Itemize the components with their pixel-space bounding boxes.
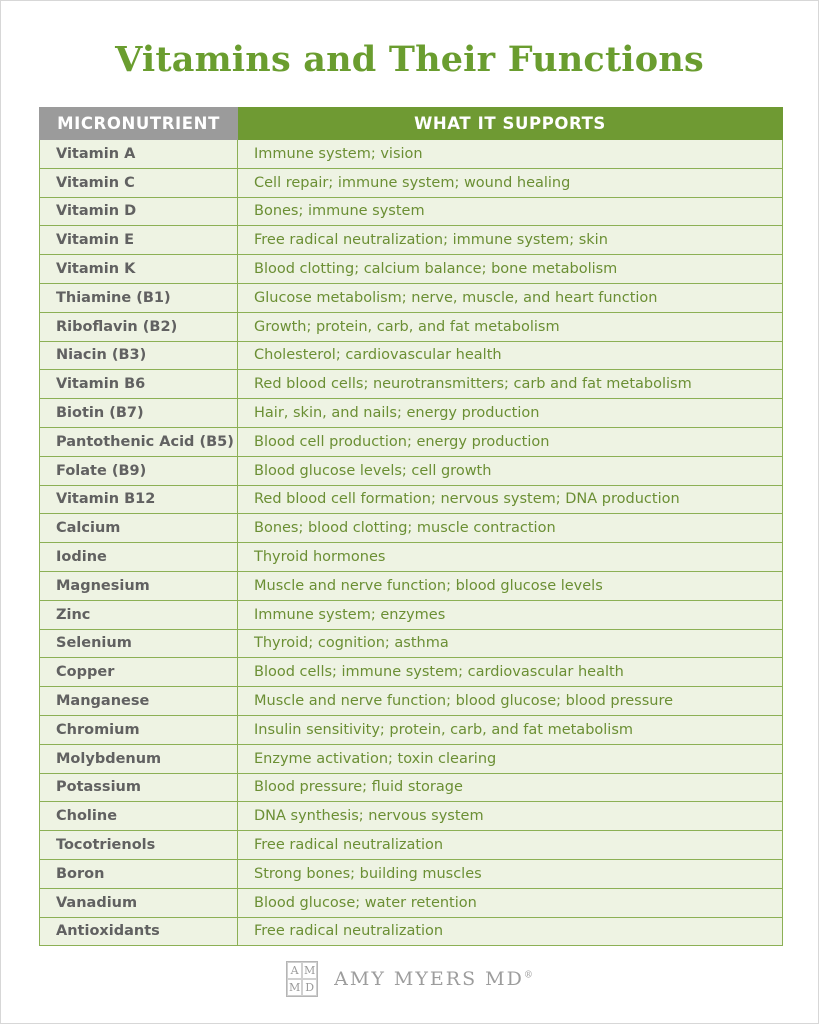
function-cell: Bones; immune system [238, 197, 783, 226]
table-row [40, 226, 783, 255]
function-cell: Free radical neutralization; immune system; skin [238, 226, 783, 255]
column-header-micronutrient: MICRONUTRIENT [40, 108, 238, 140]
micronutrient-cell: Potassium [40, 773, 238, 802]
logo-mark-a: A [287, 962, 302, 979]
table-body [40, 140, 783, 946]
function-cell: Immune system; vision [238, 140, 783, 169]
micronutrient-cell: Vitamin C [40, 168, 238, 197]
function-cell: Thyroid; cognition; asthma [238, 629, 783, 658]
micronutrient-cell: Vitamin B12 [40, 485, 238, 514]
table-row [40, 629, 783, 658]
function-cell: Enzyme activation; toxin clearing [238, 744, 783, 773]
registered-mark: ® [523, 970, 533, 981]
table-row [40, 687, 783, 716]
table-row [40, 370, 783, 399]
table-row [40, 888, 783, 917]
micronutrient-cell: Selenium [40, 629, 238, 658]
micronutrient-cell: Zinc [40, 600, 238, 629]
table-row [40, 456, 783, 485]
table-row [40, 802, 783, 831]
table-row [40, 168, 783, 197]
table-row [40, 427, 783, 456]
micronutrient-cell: Copper [40, 658, 238, 687]
table-row [40, 773, 783, 802]
table-row [40, 255, 783, 284]
micronutrient-cell: Vitamin B6 [40, 370, 238, 399]
micronutrient-cell: Magnesium [40, 571, 238, 600]
micronutrient-cell: Manganese [40, 687, 238, 716]
table-row [40, 140, 783, 169]
micronutrient-cell: Vitamin D [40, 197, 238, 226]
table-row [40, 859, 783, 888]
table-row [40, 312, 783, 341]
function-cell: Red blood cell formation; nervous system; DNA production [238, 485, 783, 514]
logo-mark-m2: M [289, 981, 301, 994]
micronutrient-cell: Molybdenum [40, 744, 238, 773]
vitamins-table [39, 107, 783, 946]
function-cell: Free radical neutralization [238, 831, 783, 860]
table-row [40, 341, 783, 370]
table-header-row [40, 108, 783, 140]
micronutrient-cell: Biotin (B7) [40, 399, 238, 428]
table-row [40, 399, 783, 428]
function-cell: Cholesterol; cardiovascular health [238, 341, 783, 370]
function-cell: Immune system; enzymes [238, 600, 783, 629]
micronutrient-cell: Vitamin A [40, 140, 238, 169]
table-row [40, 715, 783, 744]
function-cell: Glucose metabolism; nerve, muscle, and heart function [238, 283, 783, 312]
micronutrient-cell: Niacin (B3) [40, 341, 238, 370]
function-cell: Blood glucose levels; cell growth [238, 456, 783, 485]
micronutrient-cell: Chromium [40, 715, 238, 744]
function-cell: Blood cell production; energy production [238, 427, 783, 456]
function-cell: Blood glucose; water retention [238, 888, 783, 917]
micronutrient-cell: Folate (B9) [40, 456, 238, 485]
micronutrient-cell: Vitamin K [40, 255, 238, 284]
brand-name [334, 968, 533, 990]
table-row [40, 283, 783, 312]
table-row [40, 485, 783, 514]
micronutrient-cell: Pantothenic Acid (B5) [40, 427, 238, 456]
brand-footer [1, 959, 818, 999]
function-cell: Growth; protein, carb, and fat metabolism [238, 312, 783, 341]
micronutrient-cell: Calcium [40, 514, 238, 543]
table-row [40, 197, 783, 226]
micronutrient-cell: Boron [40, 859, 238, 888]
micronutrient-cell: Iodine [40, 543, 238, 572]
function-cell: Thyroid hormones [238, 543, 783, 572]
micronutrient-cell: Riboflavin (B2) [40, 312, 238, 341]
function-cell: Blood pressure; fluid storage [238, 773, 783, 802]
table-row [40, 600, 783, 629]
function-cell: Muscle and nerve function; blood glucose; blood pressure [238, 687, 783, 716]
function-cell: Blood cells; immune system; cardiovascular health [238, 658, 783, 687]
table-row [40, 658, 783, 687]
micronutrient-cell: Tocotrienols [40, 831, 238, 860]
function-cell: Free radical neutralization [238, 917, 783, 946]
page-title: Vitamins and Their Functions [115, 39, 704, 80]
column-header-what-it-supports: WHAT IT SUPPORTS [238, 108, 783, 140]
table-row [40, 543, 783, 572]
function-cell: Cell repair; immune system; wound healing [238, 168, 783, 197]
function-cell: Strong bones; building muscles [238, 859, 783, 888]
brand-name-text: AMY MYERS MD [334, 968, 524, 990]
function-cell: Bones; blood clotting; muscle contraction [238, 514, 783, 543]
brand-logo-icon [286, 961, 318, 997]
function-cell: Hair, skin, and nails; energy production [238, 399, 783, 428]
function-cell: Muscle and nerve function; blood glucose levels [238, 571, 783, 600]
micronutrient-cell: Vanadium [40, 888, 238, 917]
micronutrient-cell: Choline [40, 802, 238, 831]
function-cell: Insulin sensitivity; protein, carb, and fat metabolism [238, 715, 783, 744]
micronutrient-cell: Antioxidants [40, 917, 238, 946]
table-row [40, 571, 783, 600]
function-cell: DNA synthesis; nervous system [238, 802, 783, 831]
function-cell: Red blood cells; neurotransmitters; carb and fat metabolism [238, 370, 783, 399]
table-row [40, 514, 783, 543]
function-cell: Blood clotting; calcium balance; bone metabolism [238, 255, 783, 284]
table-row [40, 744, 783, 773]
logo-mark-m: M [304, 964, 316, 977]
logo-mark-d: D [302, 979, 317, 996]
micronutrient-cell: Thiamine (B1) [40, 283, 238, 312]
micronutrient-cell: Vitamin E [40, 226, 238, 255]
table-row [40, 917, 783, 946]
table-row [40, 831, 783, 860]
